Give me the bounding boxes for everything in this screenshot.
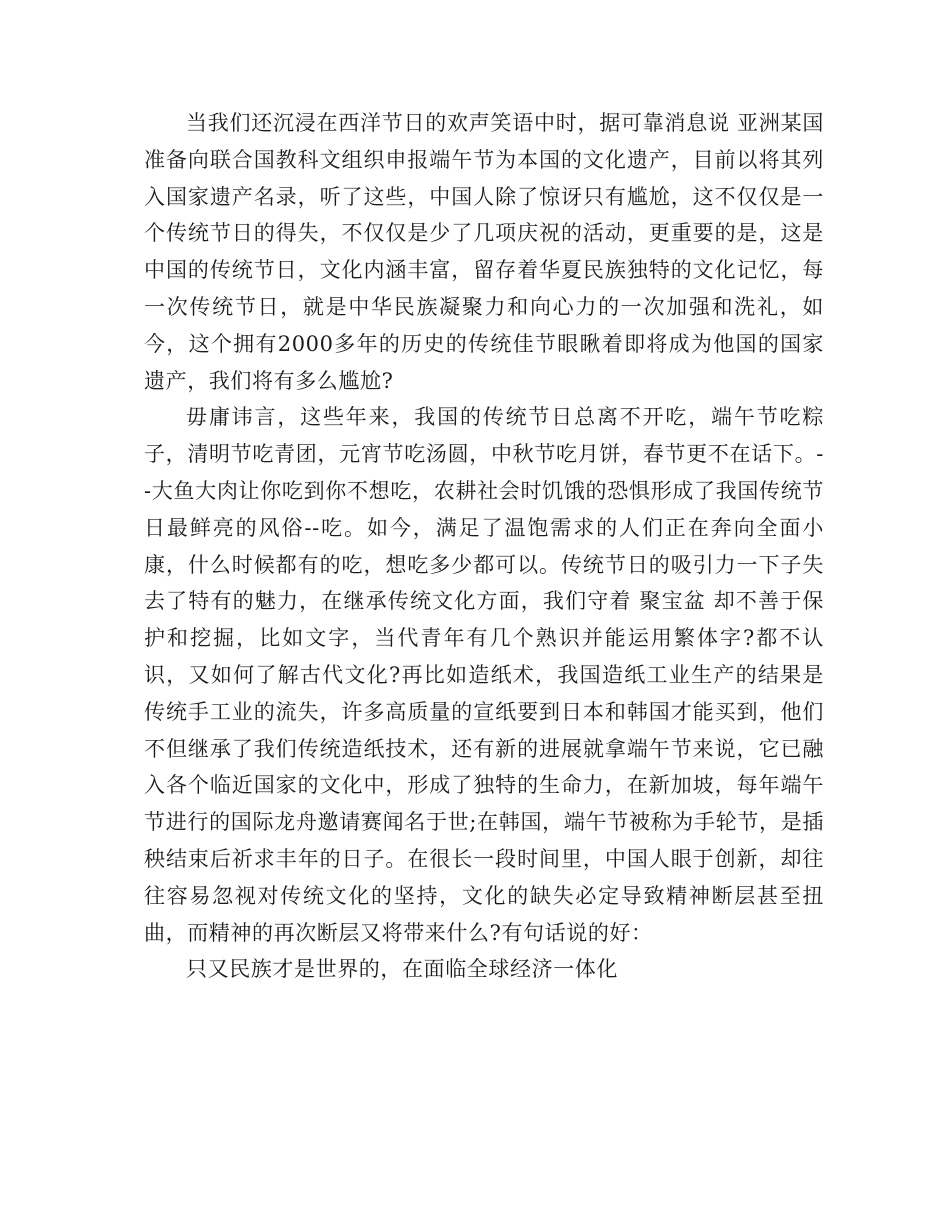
- document-body: [144, 105, 824, 988]
- paragraph-2: 毋庸讳言，这些年来，我国的传统节日总离不开吃，端午节吃粽子，清明节吃青团，元宵节吃汤圆，中秋节吃月饼，春节更不在话下。--大鱼大肉让你吃到你不想吃，农耕社会时饥饿的恐惧形成了我国传统节日最鲜亮的风俗--吃。如今，满足了温饱需求的人们正在奔向全面小康，什么时候都有的吃，想吃多少都可以。传统节日的吸引力一下子失去了特有的魅力，在继承传统文化方面，我们守着 聚宝盆 却不善于保护和挖掘，比如文字，当代青年有几个熟识并能运用繁体字?都不认识，又如何了解古代文化?再比如造纸术，我国造纸工业生产的结果是传统手工业的流失，许多高质量的宣纸要到日本和韩国才能买到，他们不但继承了我们传统造纸技术，还有新的进展就拿端午节来说，它已融入各个临近国家的文化中，形成了独特的生命力，在新加坡，每年端午节进行的国际龙舟邀请赛闻名于世;在韩国，端午节被称为手轮节，是插秧结束后祈求丰年的日子。在很长一段时间里，中国人眼于创新，却往往容易忽视对传统文化的坚持，文化的缺失必定导致精神断层甚至扭曲，而精神的再次断层又将带来什么?有句话说的好：: [144, 405, 824, 945]
- paragraph-1: 当我们还沉浸在西洋节日的欢声笑语中时，据可靠消息说 亚洲某国准备向联合国教科文组织申报端午节为本国的文化遗产，目前以将其列入国家遗产名录，听了这些，中国人除了惊讶只有尴尬，这不仅仅是一个传统节日的得失，不仅仅是少了几项庆祝的活动，更重要的是，这是中国的传统节日，文化内涵丰富，留存着华夏民族独特的文化记忆，每一次传统节日，就是中华民族凝聚力和向心力的一次加强和洗礼，如今，这个拥有2000多年的历史的传统佳节眼瞅着即将成为他国的国家遗产，我们将有多么尴尬?: [144, 111, 824, 393]
- paragraph-3: 只又民族才是世界的，在面临全球经济一体化: [186, 957, 618, 982]
